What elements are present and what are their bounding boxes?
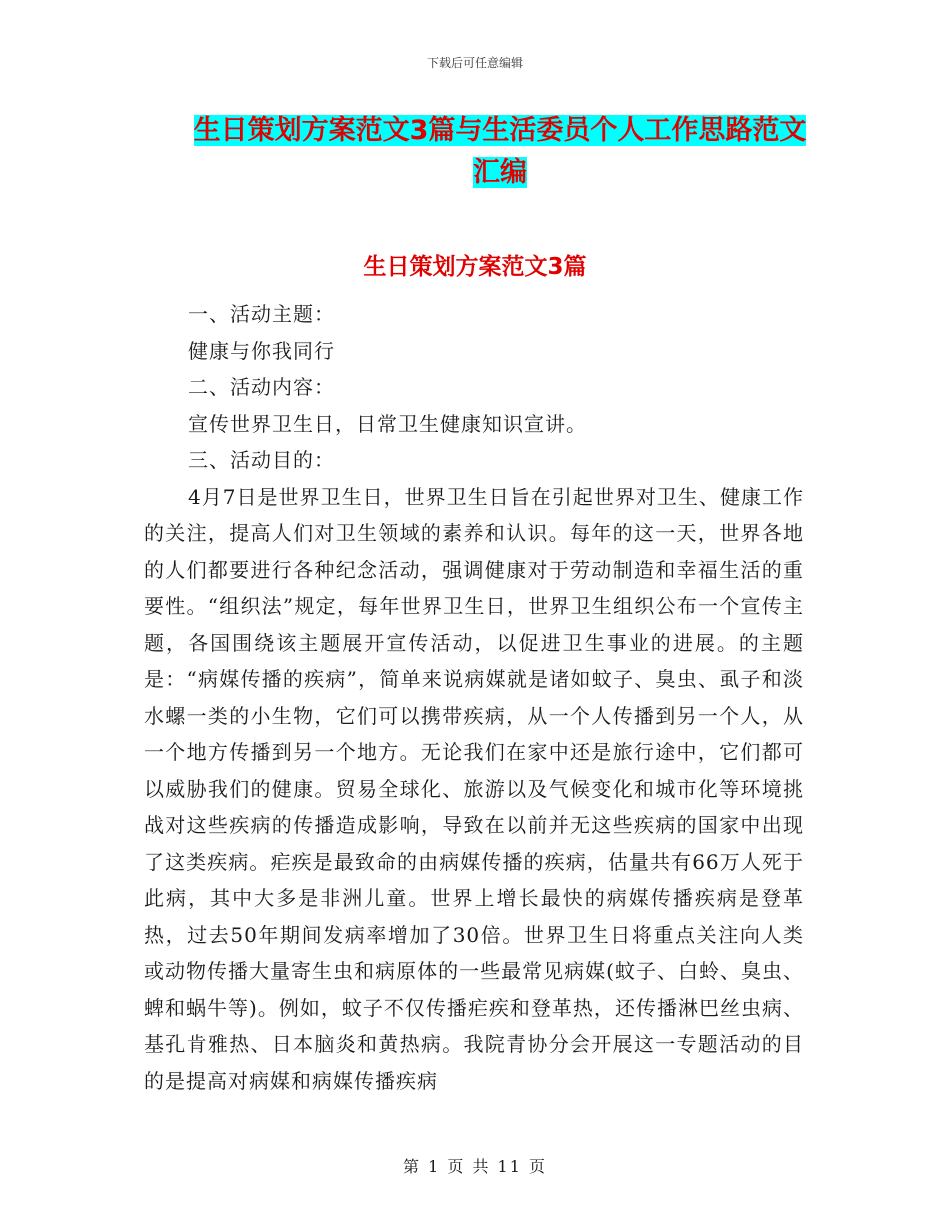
activity-content-text: 宣传世界卫生日，日常卫生健康知识宣讲。 xyxy=(188,411,587,436)
heading-activity-theme: 一、活动主题： xyxy=(188,302,335,326)
activity-theme-text: 健康与你我同行 xyxy=(188,338,335,363)
document-title xyxy=(190,110,810,194)
section-title: 生日策划方案范文3篇 xyxy=(363,254,587,280)
document-title-line2: 汇编 xyxy=(473,157,527,188)
document-body xyxy=(144,296,804,1099)
heading-activity-purpose: 三、活动目的： xyxy=(188,448,335,472)
page-footer: 第 1 页 共 11 页 xyxy=(403,1157,547,1176)
heading-activity-content: 二、活动内容： xyxy=(188,375,335,399)
body-paragraph: 4月7日是世界卫生日，世界卫生日旨在引起世界对卫生、健康工作的关注，提高人们对卫生领域的素养和认识。每年的这一天，世界各地的人们都要进行各种纪念活动，强调健康对于劳动制造和幸福生活的重要性。“组织法”规定，每年世界卫生日，世界卫生组织公布一个宣传主题，各国围绕该主题展开宣传活动，以促进卫生事业的进展。的主题是：“病媒传播的疾病”，简单来说病媒就是诸如蚊子、臭虫、虱子和淡水螺一类的小生物，它们可以携带疾病，从一个人传播到另一个人，从一个地方传播到另一个地方。无论我们在家中还是旅行途中，它们都可以威胁我们的健康。贸易全球化、旅游以及气候变化和城市化等环境挑战对这些疾病的传播造成影响，导致在以前并无这些疾病的国家中出现了这类疾病。疟疾是最致命的由病媒传播的疾病，估量共有66万人死于此病，其中大多是非洲儿童。世界上增长最快的病媒传播疾病是登革热，过去50年期间发病率增加了30倍。世界卫生日将重点关注向人类或动物传播大量寄生虫和病原体的一些最常见病媒(蚊子、白蛉、臭虫、蜱和蜗牛等)。例如，蚊子不仅传播疟疾和登革热，还传播淋巴丝虫病、基孔肯雅热、日本脑炎和黄热病。我院青协分会开展这一专题活动的目的是提高对病媒和病媒传播疾病 xyxy=(144,484,804,1093)
header-note: 下载后可任意编辑 xyxy=(426,56,523,70)
document-title-line1: 生日策划方案范文3篇与生活委员个人工作思路范文 xyxy=(193,115,807,146)
